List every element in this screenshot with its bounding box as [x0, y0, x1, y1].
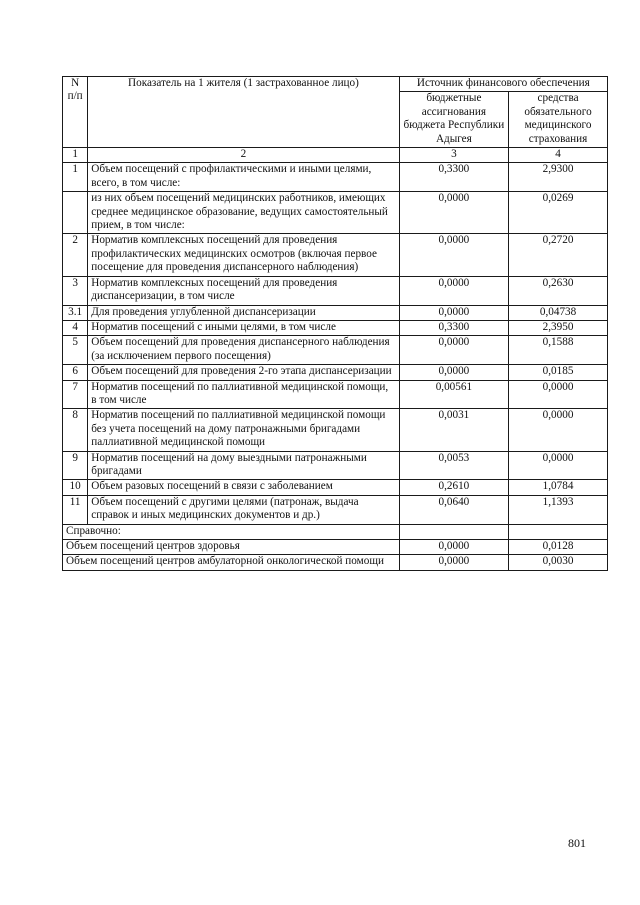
- row-oms-value: 0,0269: [509, 192, 608, 234]
- column-number: 4: [509, 148, 608, 163]
- reference-oms-value: 0,0030: [509, 555, 608, 570]
- row-oms-value: 0,0000: [509, 451, 608, 480]
- reference-label: Справочно:: [63, 524, 400, 539]
- column-number: 1: [63, 148, 88, 163]
- row-number: 9: [63, 451, 88, 480]
- page-number: 801: [568, 836, 586, 850]
- table-row: [63, 336, 608, 365]
- row-indicator: из них объем посещений медицинских работников, имеющих среднее медицинское образование, ведущих самостоятельный прием, в том числе:: [88, 192, 399, 234]
- row-number: 10: [63, 480, 88, 495]
- row-indicator: Норматив посещений по паллиативной медицинской помощи, в том числе: [88, 380, 399, 409]
- column-number: 3: [399, 148, 508, 163]
- row-indicator: Норматив комплексных посещений для проведения диспансеризации, в том числе: [88, 276, 399, 305]
- row-indicator: Объем посещений для проведения 2-го этапа диспансеризации: [88, 365, 399, 380]
- row-budget-value: 0,00561: [399, 380, 508, 409]
- row-number: 2: [63, 234, 88, 276]
- row-indicator: Норматив комплексных посещений для проведения профилактических медицинских осмотров (включая первое посещение для проведения диспансерного наблюдения): [88, 234, 399, 276]
- row-budget-value: 0,0000: [399, 234, 508, 276]
- table-row: [63, 320, 608, 335]
- table-row: [63, 305, 608, 320]
- row-indicator: Объем посещений с профилактическими и иными целями, всего, в том числе:: [88, 163, 399, 192]
- row-budget-value: 0,3300: [399, 320, 508, 335]
- row-budget-value: 0,0000: [399, 365, 508, 380]
- reference-budget-value: 0,0000: [399, 555, 508, 570]
- row-budget-value: 0,0000: [399, 192, 508, 234]
- reference-oms-value: 0,0128: [509, 540, 608, 555]
- reference-budget-value: 0,0000: [399, 540, 508, 555]
- row-number: 8: [63, 409, 88, 451]
- row-budget-value: 0,0000: [399, 336, 508, 365]
- row-budget-value: 0,0640: [399, 495, 508, 524]
- table-row: [63, 276, 608, 305]
- table-row: [63, 451, 608, 480]
- row-budget-value: 0,3300: [399, 163, 508, 192]
- table-row: [63, 409, 608, 451]
- row-oms-value: 0,2720: [509, 234, 608, 276]
- row-number: 11: [63, 495, 88, 524]
- header-source-group: Источник финансового обеспечения: [399, 77, 607, 92]
- row-oms-value: 0,0000: [509, 409, 608, 451]
- row-budget-value: 0,2610: [399, 480, 508, 495]
- table-body: [63, 77, 608, 571]
- row-indicator: Норматив посещений по паллиативной медицинской помощи без учета посещений на дому патронажными бригадами паллиативной медицинской помощи: [88, 409, 399, 451]
- reference-indicator: Объем посещений центров амбулаторной онкологической помощи: [63, 555, 400, 570]
- header-indicator: Показатель на 1 жителя (1 застрахованное лицо): [88, 77, 399, 148]
- row-oms-value: 2,3950: [509, 320, 608, 335]
- empty-cell: [509, 524, 608, 539]
- reference-label-row: [63, 524, 608, 539]
- row-indicator: Норматив посещений с иными целями, в том числе: [88, 320, 399, 335]
- column-number: 2: [88, 148, 399, 163]
- table-row: [63, 480, 608, 495]
- row-budget-value: 0,0031: [399, 409, 508, 451]
- row-number: 3.1: [63, 305, 88, 320]
- table-row: [63, 380, 608, 409]
- column-numbers-row: [63, 148, 608, 163]
- header-row: [63, 77, 608, 92]
- row-budget-value: 0,0000: [399, 305, 508, 320]
- row-number: 5: [63, 336, 88, 365]
- row-number: 4: [63, 320, 88, 335]
- row-oms-value: 1,0784: [509, 480, 608, 495]
- row-indicator: Норматив посещений на дому выездными патронажными бригадами: [88, 451, 399, 480]
- table-row: [63, 495, 608, 524]
- table-row: [63, 234, 608, 276]
- row-number: 7: [63, 380, 88, 409]
- row-number: 1: [63, 163, 88, 192]
- row-oms-value: 0,04738: [509, 305, 608, 320]
- row-indicator: Объем посещений с другими целями (патронаж, выдача справок и иных медицинских документов и др.): [88, 495, 399, 524]
- row-budget-value: 0,0000: [399, 276, 508, 305]
- table-row: [63, 163, 608, 192]
- row-oms-value: 0,0000: [509, 380, 608, 409]
- row-indicator: Объем посещений для проведения диспансерного наблюдения (за исключением первого посещения): [88, 336, 399, 365]
- header-budget: бюджетные ассигнования бюджета Республики Адыгея: [399, 92, 508, 148]
- row-indicator: Для проведения углубленной диспансеризации: [88, 305, 399, 320]
- reference-indicator: Объем посещений центров здоровья: [63, 540, 400, 555]
- financing-table: [62, 76, 608, 571]
- row-oms-value: 0,0185: [509, 365, 608, 380]
- row-oms-value: 1,1393: [509, 495, 608, 524]
- row-indicator: Объем разовых посещений в связи с заболеванием: [88, 480, 399, 495]
- row-budget-value: 0,0053: [399, 451, 508, 480]
- table-row: [63, 365, 608, 380]
- empty-cell: [399, 524, 508, 539]
- header-num: N п/п: [63, 77, 88, 148]
- reference-row: [63, 540, 608, 555]
- row-oms-value: 0,1588: [509, 336, 608, 365]
- row-number: 3: [63, 276, 88, 305]
- header-oms: средства обязательного медицинского страхования: [509, 92, 608, 148]
- row-number: 6: [63, 365, 88, 380]
- row-oms-value: 2,9300: [509, 163, 608, 192]
- reference-row: [63, 555, 608, 570]
- table-row: [63, 192, 608, 234]
- row-oms-value: 0,2630: [509, 276, 608, 305]
- row-number: [63, 192, 88, 234]
